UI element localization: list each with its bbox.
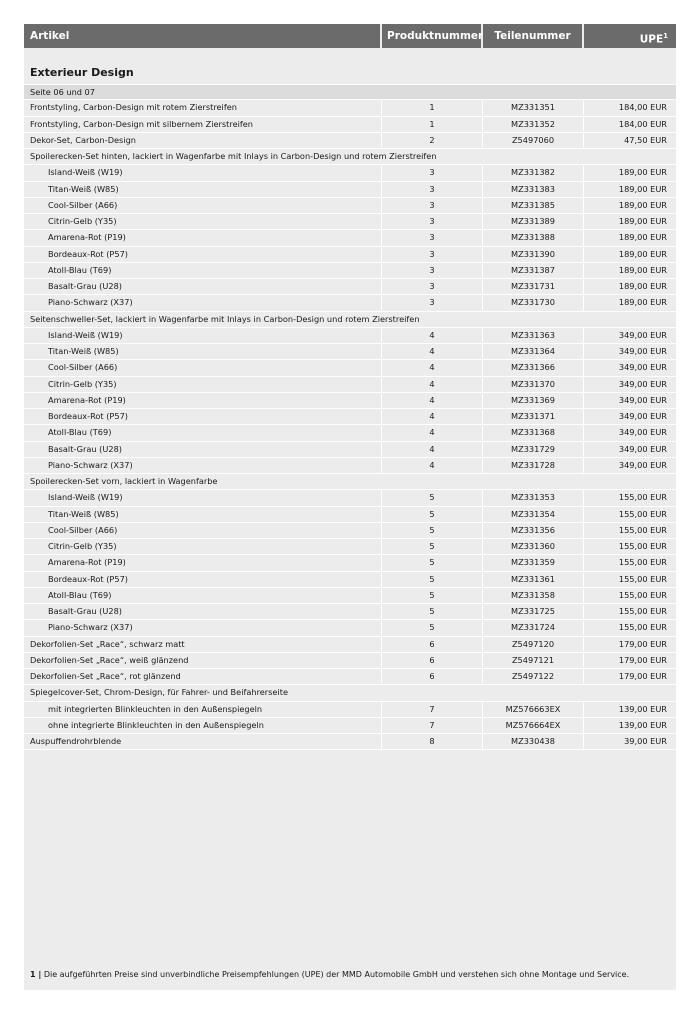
table-row <box>24 117 676 133</box>
row-article: Dekorfolien-Set „Race“, weiß glänzend <box>24 653 382 668</box>
footnote-text: Die aufgeführten Preise sind unverbindliche Preisempfehlungen (UPE) der MMD Automobile GmbH und verstehen sich ohne Montage und Service. <box>41 970 630 979</box>
table-body <box>24 84 676 750</box>
table-row <box>24 230 676 246</box>
row-part-number: MZ331390 <box>483 247 584 262</box>
row-article: Atoll-Blau (T69) <box>24 263 382 278</box>
row-product-number: 6 <box>382 637 483 652</box>
table-row <box>24 409 676 425</box>
row-part-number: MZ331361 <box>483 572 584 587</box>
row-article: Basalt-Grau (U28) <box>24 604 382 619</box>
footnote-marker: 1 | <box>30 970 42 979</box>
row-part-number: MZ331725 <box>483 604 584 619</box>
row-product-number: 5 <box>382 572 483 587</box>
row-article: Piano-Schwarz (X37) <box>24 620 382 635</box>
table-row <box>24 702 676 718</box>
row-product-number: 4 <box>382 328 483 343</box>
row-product-number: 3 <box>382 198 483 213</box>
row-part-number: MZ331370 <box>483 377 584 392</box>
row-product-number: 5 <box>382 523 483 538</box>
table-row <box>24 458 676 474</box>
table-row <box>24 100 676 116</box>
row-part-number: MZ331358 <box>483 588 584 603</box>
row-article: Titan-Weiß (W85) <box>24 507 382 522</box>
table-row <box>24 523 676 539</box>
header-article: Artikel <box>24 24 382 48</box>
row-price: 155,00 EUR <box>618 524 667 535</box>
row-product-number: 3 <box>382 263 483 278</box>
table-row <box>24 555 676 571</box>
row-product-number: 4 <box>382 393 483 408</box>
row-part-number: MZ331353 <box>483 490 584 505</box>
row-part-number: MZ331371 <box>483 409 584 424</box>
row-article: Titan-Weiß (W85) <box>24 182 382 197</box>
group-header-row <box>24 474 676 490</box>
table-row <box>24 247 676 263</box>
row-article: Island-Weiß (W19) <box>24 490 382 505</box>
row-article: Amarena-Rot (P19) <box>24 555 382 570</box>
row-price: 179,00 EUR <box>618 654 667 665</box>
row-part-number: MZ331729 <box>483 442 584 457</box>
group-header-row <box>24 685 676 701</box>
row-part-number: MZ330438 <box>483 734 584 749</box>
table-row <box>24 442 676 458</box>
row-product-number: 4 <box>382 458 483 473</box>
row-product-number: 5 <box>382 507 483 522</box>
row-article: Dekorfolien-Set „Race“, schwarz matt <box>24 637 382 652</box>
header-price-footnote-ref: 1 <box>663 32 668 40</box>
row-part-number: MZ331369 <box>483 393 584 408</box>
row-part-number: MZ331359 <box>483 555 584 570</box>
row-product-number: 4 <box>382 377 483 392</box>
row-article: Citrin-Gelb (Y35) <box>24 377 382 392</box>
row-product-number: 5 <box>382 490 483 505</box>
row-product-number: 4 <box>382 360 483 375</box>
row-product-number: 1 <box>382 100 483 115</box>
row-product-number: 1 <box>382 117 483 132</box>
row-part-number: MZ331360 <box>483 539 584 554</box>
row-price: 155,00 EUR <box>618 573 667 584</box>
table-row <box>24 490 676 506</box>
group-header-row <box>24 312 676 328</box>
row-article: Basalt-Grau (U28) <box>24 442 382 457</box>
row-price: 179,00 EUR <box>618 638 667 649</box>
row-article: Spoilerecken-Set hinten, lackiert in Wagenfarbe mit Inlays in Carbon-Design und rotem Zierstreifen <box>30 151 437 161</box>
row-product-number: 4 <box>382 344 483 359</box>
row-article: Basalt-Grau (U28) <box>24 279 382 294</box>
table-row <box>24 133 676 149</box>
table-row <box>24 653 676 669</box>
row-price: 189,00 EUR <box>618 199 667 210</box>
row-article: Dekor-Set, Carbon-Design <box>24 133 382 148</box>
row-product-number: 3 <box>382 295 483 310</box>
table-row <box>24 572 676 588</box>
group-header-row <box>24 149 676 165</box>
row-article: Atoll-Blau (T69) <box>24 588 382 603</box>
row-part-number: Z5497060 <box>483 133 584 148</box>
row-part-number: MZ331388 <box>483 230 584 245</box>
table-row <box>24 620 676 636</box>
row-part-number: MZ331731 <box>483 279 584 294</box>
table-row <box>24 295 676 311</box>
row-article: Bordeaux-Rot (P57) <box>24 409 382 424</box>
row-part-number: MZ331728 <box>483 458 584 473</box>
row-price: 349,00 EUR <box>618 346 667 356</box>
row-price: 155,00 EUR <box>618 541 667 551</box>
row-price: 349,00 EUR <box>618 362 667 373</box>
table-row <box>24 604 676 620</box>
row-part-number: MZ331363 <box>483 328 584 343</box>
row-part-number: MZ331387 <box>483 263 584 278</box>
row-part-number: MZ331730 <box>483 295 584 310</box>
row-price: 349,00 EUR <box>618 329 667 340</box>
row-price: 47,50 EUR <box>624 134 667 145</box>
row-price: 189,00 EUR <box>618 297 667 308</box>
row-product-number: 4 <box>382 425 483 440</box>
footnote <box>30 970 629 979</box>
row-article: Cool-Silber (A66) <box>24 360 382 375</box>
header-price-label: UPE <box>639 33 664 46</box>
row-price: 349,00 EUR <box>618 459 667 470</box>
row-product-number: 6 <box>382 653 483 668</box>
row-article: Frontstyling, Carbon-Design mit silbernem Zierstreifen <box>24 117 382 132</box>
row-product-number: 3 <box>382 214 483 229</box>
row-product-number: 4 <box>382 409 483 424</box>
row-part-number: MZ331368 <box>483 425 584 440</box>
row-article: Bordeaux-Rot (P57) <box>24 247 382 262</box>
row-article: Piano-Schwarz (X37) <box>24 458 382 473</box>
row-part-number: Z5497122 <box>483 669 584 684</box>
row-part-number: MZ331354 <box>483 507 584 522</box>
table-row <box>24 182 676 198</box>
row-price: 189,00 EUR <box>618 216 667 226</box>
row-price: 155,00 EUR <box>618 557 667 568</box>
page-reference-row <box>24 84 676 100</box>
row-product-number: 3 <box>382 182 483 197</box>
row-price: 189,00 EUR <box>618 167 667 178</box>
row-article: Spiegelcover-Set, Chrom-Design, für Fahrer- und Beifahrerseite <box>30 687 288 698</box>
row-price: 349,00 EUR <box>618 394 667 405</box>
row-article: Titan-Weiß (W85) <box>24 344 382 359</box>
row-price: 189,00 EUR <box>618 232 667 243</box>
row-article: Bordeaux-Rot (P57) <box>24 572 382 587</box>
row-price: 349,00 EUR <box>618 378 667 389</box>
row-article: Island-Weiß (W19) <box>24 165 382 180</box>
table-row <box>24 360 676 376</box>
row-part-number: MZ331364 <box>483 344 584 359</box>
table-row <box>24 588 676 604</box>
row-product-number: 5 <box>382 620 483 635</box>
table-row <box>24 539 676 555</box>
table-header <box>24 24 676 48</box>
section-title: Exterieur Design <box>30 66 134 79</box>
row-product-number: 7 <box>382 718 483 733</box>
row-price: 189,00 EUR <box>618 248 667 259</box>
table-row <box>24 344 676 360</box>
row-product-number: 8 <box>382 734 483 749</box>
row-article: Island-Weiß (W19) <box>24 328 382 343</box>
table-row <box>24 507 676 523</box>
row-article: Seite 06 und 07 <box>30 87 95 97</box>
row-article: Cool-Silber (A66) <box>24 198 382 213</box>
row-price: 189,00 EUR <box>618 183 667 194</box>
table-row <box>24 328 676 344</box>
table-row <box>24 425 676 441</box>
row-product-number: 2 <box>382 133 483 148</box>
row-part-number: Z5497120 <box>483 637 584 652</box>
row-article: Amarena-Rot (P19) <box>24 393 382 408</box>
row-part-number: MZ331382 <box>483 165 584 180</box>
row-article: Auspuffendrohrblende <box>24 734 382 749</box>
row-price: 155,00 EUR <box>618 622 667 633</box>
row-product-number: 5 <box>382 588 483 603</box>
table-row <box>24 669 676 685</box>
header-part-number: Teilenummer <box>483 24 584 48</box>
row-product-number: 4 <box>382 442 483 457</box>
row-article: Citrin-Gelb (Y35) <box>24 214 382 229</box>
row-price: 155,00 EUR <box>618 508 667 519</box>
row-price: 349,00 EUR <box>618 443 667 454</box>
price-table-panel <box>24 24 676 990</box>
row-price: 189,00 EUR <box>618 264 667 275</box>
row-price: 184,00 EUR <box>618 102 667 113</box>
row-price: 349,00 EUR <box>618 411 667 421</box>
row-article: mit integrierten Blinkleuchten in den Außenspiegeln <box>24 702 382 717</box>
row-part-number: MZ331366 <box>483 360 584 375</box>
row-part-number: MZ331385 <box>483 198 584 213</box>
row-article: Piano-Schwarz (X37) <box>24 295 382 310</box>
table-row <box>24 165 676 181</box>
row-article: Seitenschweller-Set, lackiert in Wagenfarbe mit Inlays in Carbon-Design und rotem Zierstreifen <box>30 313 420 324</box>
row-article: Dekorfolien-Set „Race“, rot glänzend <box>24 669 382 684</box>
row-product-number: 5 <box>382 604 483 619</box>
table-row <box>24 214 676 230</box>
row-price: 155,00 EUR <box>618 492 667 503</box>
row-part-number: MZ331389 <box>483 214 584 229</box>
row-article: Spoilerecken-Set vorn, lackiert in Wagenfarbe <box>30 476 218 486</box>
row-price: 155,00 EUR <box>618 606 667 616</box>
row-article: Frontstyling, Carbon-Design mit rotem Zierstreifen <box>24 100 382 115</box>
row-price: 155,00 EUR <box>618 589 667 600</box>
row-product-number: 6 <box>382 669 483 684</box>
row-price: 139,00 EUR <box>618 703 667 714</box>
table-row <box>24 377 676 393</box>
header-product-number: Produktnummer <box>382 24 483 48</box>
row-price: 189,00 EUR <box>618 281 667 291</box>
row-product-number: 3 <box>382 279 483 294</box>
row-part-number: Z5497121 <box>483 653 584 668</box>
row-price: 39,00 EUR <box>624 736 667 746</box>
table-row <box>24 637 676 653</box>
row-article: Atoll-Blau (T69) <box>24 425 382 440</box>
row-part-number: MZ576664EX <box>483 718 584 733</box>
row-price: 184,00 EUR <box>618 118 667 129</box>
table-row <box>24 279 676 295</box>
row-product-number: 3 <box>382 247 483 262</box>
row-part-number: MZ576663EX <box>483 702 584 717</box>
row-article: Citrin-Gelb (Y35) <box>24 539 382 554</box>
row-price: 349,00 EUR <box>618 427 667 438</box>
row-article: Amarena-Rot (P19) <box>24 230 382 245</box>
row-part-number: MZ331351 <box>483 100 584 115</box>
table-row <box>24 734 676 750</box>
row-product-number: 7 <box>382 702 483 717</box>
row-article: ohne integrierte Blinkleuchten in den Außenspiegeln <box>24 718 382 733</box>
row-product-number: 3 <box>382 230 483 245</box>
row-part-number: MZ331356 <box>483 523 584 538</box>
table-row <box>24 718 676 734</box>
row-product-number: 3 <box>382 165 483 180</box>
row-article: Cool-Silber (A66) <box>24 523 382 538</box>
row-part-number: MZ331383 <box>483 182 584 197</box>
row-part-number: MZ331724 <box>483 620 584 635</box>
header-price <box>584 24 676 48</box>
table-row <box>24 393 676 409</box>
row-price: 179,00 EUR <box>618 671 667 681</box>
table-row <box>24 198 676 214</box>
row-product-number: 5 <box>382 539 483 554</box>
row-product-number: 5 <box>382 555 483 570</box>
table-row <box>24 263 676 279</box>
row-part-number: MZ331352 <box>483 117 584 132</box>
row-price: 139,00 EUR <box>618 719 667 730</box>
